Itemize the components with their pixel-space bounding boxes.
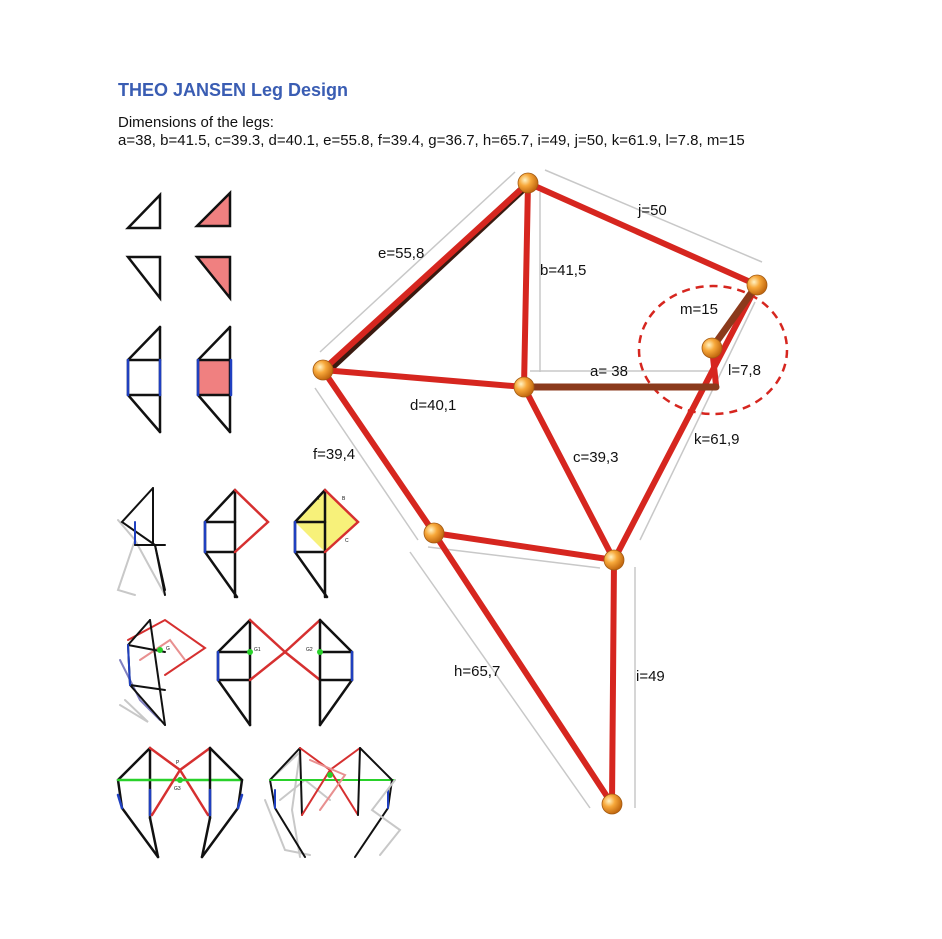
link-d <box>323 370 524 387</box>
sketch-label-g2: G2 <box>306 647 313 653</box>
sketch-quad-2 <box>198 327 231 432</box>
joint-top <box>518 173 538 193</box>
sketch-triangle-1-filled <box>197 193 230 226</box>
sketch-label-g1: G1 <box>254 647 261 653</box>
joint-foot <box>602 794 622 814</box>
sketch-label-b: B <box>342 496 346 502</box>
sketch-leg-5a <box>118 748 242 857</box>
label-b: b=41,5 <box>540 262 587 279</box>
dimension-guides <box>315 170 762 808</box>
joint-crank <box>702 338 722 358</box>
dimensions-heading: Dimensions of the legs: <box>118 114 274 131</box>
sketch-leg-5b <box>265 748 400 857</box>
sketch-label-g3: G3 <box>174 786 181 792</box>
sketch-quad-1 <box>128 327 160 432</box>
link-b <box>524 183 528 387</box>
link-g <box>434 533 614 560</box>
construction-sketches <box>118 193 400 857</box>
label-f: f=39,4 <box>313 446 356 463</box>
link-e <box>323 183 528 370</box>
joint-lower-right <box>604 550 624 570</box>
sketch-triangle-2 <box>128 257 160 298</box>
label-l: l=7,8 <box>728 362 761 379</box>
sketch-label-g: G <box>166 646 170 652</box>
sketch-label-p: P <box>176 760 180 766</box>
sketch-leg-4b <box>218 620 352 725</box>
label-j: j=50 <box>638 202 667 219</box>
label-e: e=55,8 <box>378 245 425 262</box>
page-title: THEO JANSEN Leg Design <box>118 80 349 100</box>
sketch-triangle-1 <box>128 195 160 228</box>
joint-right <box>747 275 767 295</box>
label-k: k=61,9 <box>694 431 740 448</box>
link-labels <box>313 202 761 685</box>
label-c: c=39,3 <box>573 449 619 466</box>
label-m: m=15 <box>680 301 718 318</box>
sketch-leg-3a <box>118 488 165 595</box>
label-a: a= 38 <box>590 363 628 380</box>
main-leg <box>313 170 787 814</box>
sketch-triangle-2-filled <box>197 257 230 298</box>
sketch-leg-3b <box>205 490 268 597</box>
label-h: h=65,7 <box>454 663 501 680</box>
label-i: i=49 <box>636 668 665 685</box>
link-m <box>712 285 757 348</box>
sketch-label-c: C <box>345 538 349 544</box>
link-k <box>614 285 757 560</box>
dimensions-list: a=38, b=41.5, c=39.3, d=40.1, e=55.8, f=39.4, g=36.7, h=65.7, i=49, j=50, k=61.9, l=7.8, m=15 <box>118 132 745 149</box>
sketch-leg-3c <box>295 490 358 597</box>
joint-lower-left <box>424 523 444 543</box>
sketch-label-a: A <box>316 496 320 502</box>
link-c <box>524 387 614 560</box>
link-i <box>612 560 614 804</box>
sketch-leg-4a <box>120 620 205 725</box>
joint-center <box>514 377 534 397</box>
joint-left <box>313 360 333 380</box>
label-d: d=40,1 <box>410 397 457 414</box>
